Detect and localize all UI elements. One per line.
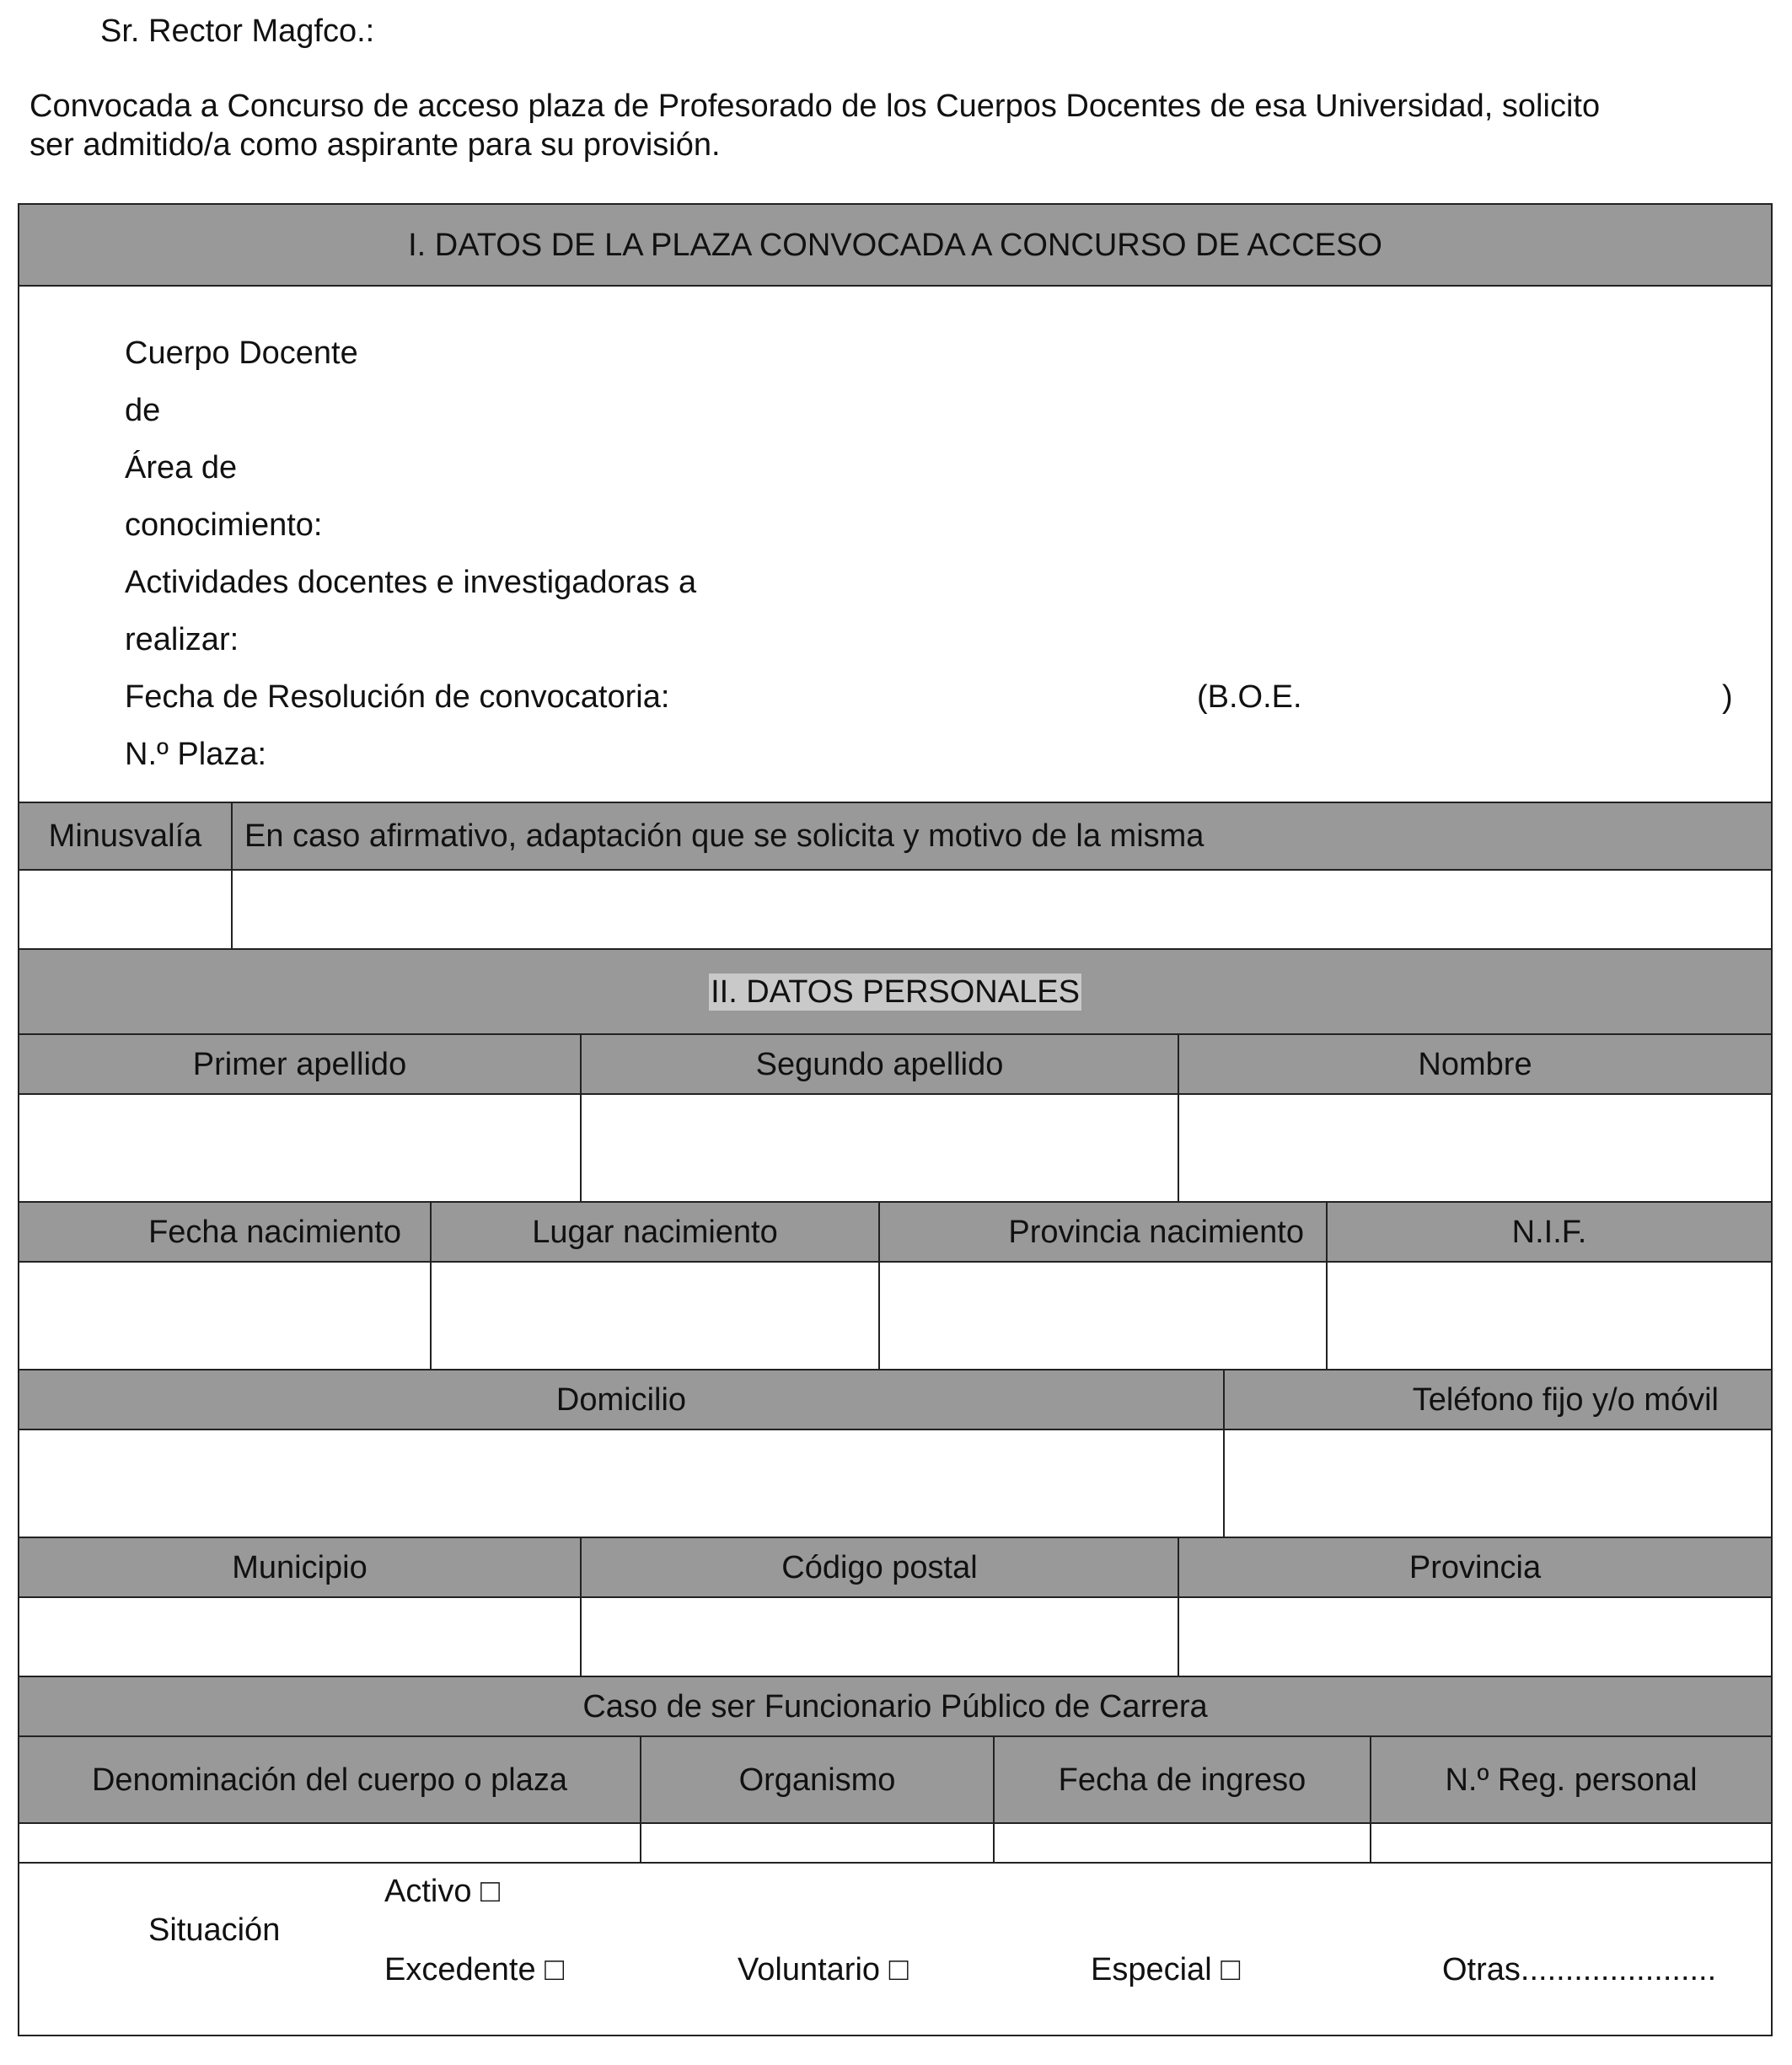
boe-close-paren: ) xyxy=(1722,679,1733,715)
domicilio-label: Domicilio xyxy=(555,1381,687,1418)
denominacion-field[interactable] xyxy=(19,1824,641,1864)
segundo-apellido-field[interactable] xyxy=(582,1095,1179,1203)
application-form-table xyxy=(18,203,1773,2036)
minusvalia-field[interactable] xyxy=(19,871,233,950)
provincia-nacimiento-label: Provincia nacimiento xyxy=(1008,1214,1304,1250)
section-2-header xyxy=(19,950,1771,1035)
primer-apellido-label: Primer apellido xyxy=(192,1046,407,1082)
excedente-checkbox[interactable]: Excedente □ xyxy=(384,1952,565,1987)
municipio-header xyxy=(19,1538,582,1598)
nif-field[interactable] xyxy=(1328,1263,1771,1370)
domicilio-header xyxy=(19,1370,1225,1430)
domicilio-field[interactable] xyxy=(19,1430,1225,1538)
registro-personal-header xyxy=(1371,1737,1771,1824)
fecha-nacimiento-field[interactable] xyxy=(19,1263,432,1370)
fecha-nacimiento-header xyxy=(19,1203,432,1263)
fecha-nacimiento-label: Fecha nacimiento xyxy=(148,1214,401,1250)
telefono-field[interactable] xyxy=(1225,1430,1771,1538)
primer-apellido-field[interactable] xyxy=(19,1095,582,1203)
situacion-block xyxy=(19,1864,1771,2035)
codigo-postal-label: Código postal xyxy=(781,1549,978,1585)
municipio-field[interactable] xyxy=(19,1598,582,1677)
actividades-label: Actividades docentes e investigadoras a xyxy=(125,565,697,600)
lugar-nacimiento-field[interactable] xyxy=(432,1263,880,1370)
boe-label: (B.O.E. xyxy=(1197,679,1302,715)
adaptacion-label: En caso afirmativo, adaptación que se solicita y motivo de la misma xyxy=(244,818,1205,854)
activo-checkbox[interactable]: Activo □ xyxy=(384,1874,500,1909)
provincia-nacimiento-header xyxy=(880,1203,1328,1263)
plaza-details-block xyxy=(19,287,1771,803)
section-2-title: II. DATOS PERSONALES xyxy=(711,974,1080,1010)
situacion-label: Situación xyxy=(148,1912,281,1948)
salutation: Sr. Rector Magfco.: xyxy=(100,13,375,49)
fecha-ingreso-header xyxy=(995,1737,1371,1824)
organismo-label: Organismo xyxy=(738,1762,896,1798)
codigo-postal-header xyxy=(582,1538,1179,1598)
organismo-field[interactable] xyxy=(641,1824,995,1864)
registro-personal-field[interactable] xyxy=(1371,1824,1771,1864)
nombre-header xyxy=(1179,1035,1771,1095)
plaza-number-label: N.º Plaza: xyxy=(125,737,267,772)
registro-personal-label: N.º Reg. personal xyxy=(1445,1762,1698,1798)
cuerpo-docente-label: Cuerpo Docente xyxy=(125,335,358,371)
provincia-field[interactable] xyxy=(1179,1598,1771,1677)
area-label: Área de xyxy=(125,450,238,485)
telefono-header xyxy=(1225,1370,1771,1430)
segundo-apellido-label: Segundo apellido xyxy=(755,1046,1004,1082)
adaptacion-header xyxy=(233,803,1771,871)
provincia-nacimiento-field[interactable] xyxy=(880,1263,1328,1370)
de-label: de xyxy=(125,393,161,428)
municipio-label: Municipio xyxy=(232,1549,368,1585)
fecha-ingreso-field[interactable] xyxy=(995,1824,1371,1864)
segundo-apellido-header xyxy=(582,1035,1179,1095)
nombre-label: Nombre xyxy=(1418,1046,1532,1082)
primer-apellido-header xyxy=(19,1035,582,1095)
especial-checkbox[interactable]: Especial □ xyxy=(1091,1952,1241,1987)
minusvalia-label: Minusvalía xyxy=(48,818,202,854)
conocimiento-label: conocimiento: xyxy=(125,507,323,543)
provincia-header xyxy=(1179,1538,1771,1598)
realizar-label: realizar: xyxy=(125,622,239,657)
fecha-ingreso-label: Fecha de ingreso xyxy=(1058,1762,1306,1798)
intro-line-1: Convocada a Concurso de acceso plaza de Profesorado de los Cuerpos Docentes de esa Universidad, solicito xyxy=(30,88,1601,124)
organismo-header xyxy=(641,1737,995,1824)
denominacion-header xyxy=(19,1737,641,1824)
provincia-label: Provincia xyxy=(1408,1549,1542,1585)
voluntario-checkbox[interactable]: Voluntario □ xyxy=(738,1952,909,1987)
intro-line-2: ser admitido/a como aspirante para su provisión. xyxy=(30,127,721,163)
nif-label: N.I.F. xyxy=(1511,1214,1587,1250)
telefono-label: Teléfono fijo y/o móvil xyxy=(1412,1381,1719,1418)
funcionario-title: Caso de ser Funcionario Público de Carrera xyxy=(582,1688,1208,1724)
fecha-resolucion-label: Fecha de Resolución de convocatoria: xyxy=(125,679,670,715)
denominacion-label: Denominación del cuerpo o plaza xyxy=(91,1762,568,1798)
section-1-title: I. DATOS DE LA PLAZA CONVOCADA A CONCURSO DE ACCESO xyxy=(408,227,1382,263)
lugar-nacimiento-label: Lugar nacimiento xyxy=(532,1214,778,1250)
nif-header xyxy=(1328,1203,1771,1263)
codigo-postal-field[interactable] xyxy=(582,1598,1179,1677)
nombre-field[interactable] xyxy=(1179,1095,1771,1203)
otras-field[interactable]: Otras...................... xyxy=(1442,1952,1717,1987)
adaptacion-field[interactable] xyxy=(233,871,1771,950)
minusvalia-header xyxy=(19,803,233,871)
funcionario-header xyxy=(19,1677,1771,1737)
section-1-header xyxy=(19,205,1771,287)
lugar-nacimiento-header xyxy=(432,1203,880,1263)
intro-paragraph xyxy=(30,87,1707,164)
